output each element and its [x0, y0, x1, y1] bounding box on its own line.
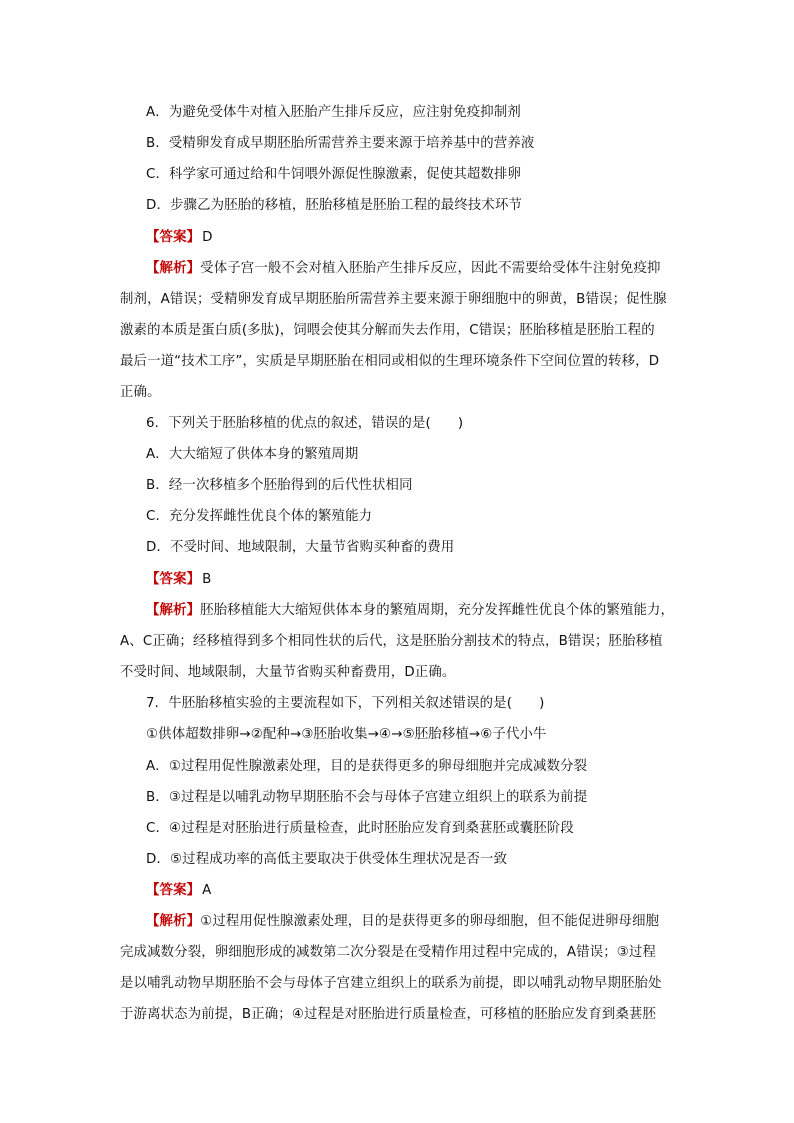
answer-label: 【答案】 — [146, 572, 201, 587]
q7-option-b: B．③过程是以哺乳动物早期胚胎不会与母体子宫建立组织上的联系为前提 — [146, 790, 588, 805]
q6-option-d: D．不受时间、地域限制，大量节省购买种畜的费用 — [146, 540, 455, 555]
q7-analysis-line-1 — [146, 913, 659, 931]
q5-analysis-line-3: 激素的本质是蛋白质(多肽)，饲喂会使其分解而失去作用，C错误；胚胎移植是胚胎工程的 — [120, 323, 655, 338]
q7-analysis-line-2: 完成减数分裂，卵细胞形成的减数第二次分裂是在受精作用过程中完成的，A错误；③过程 — [120, 945, 657, 960]
q7-answer — [146, 882, 211, 900]
q7-option-c: C．④过程是对胚胎进行质量检查，此时胚胎应发育到桑葚胚或囊胚阶段 — [146, 821, 574, 836]
q6-option-c: C．充分发挥雌性优良个体的繁殖能力 — [146, 509, 373, 524]
answer-value: D — [202, 230, 213, 245]
q5-option-c: C．科学家可通过给和牛饲喂外源促性腺激素，促使其超数排卵 — [146, 167, 522, 182]
q6-option-a: A．大大缩短了供体本身的繁殖周期 — [146, 447, 359, 462]
q7-option-d: D．⑤过程成功率的高低主要取决于供受体生理状况是否一致 — [146, 852, 508, 867]
q5-option-a: A．为避免受体牛对植入胚胎产生排斥反应，应注射免疫抑制剂 — [146, 105, 521, 120]
q5-analysis-line-2: 制剂，A错误；受精卵发育成早期胚胎所需营养主要来源于卵细胞中的卵黄，B错误；促性腺 — [120, 292, 667, 307]
q7-stem: 7．牛胚胎移植实验的主要流程如下，下列相关叙述错误的是( ) — [146, 696, 545, 711]
q7-flow: ①供体超数排卵→②配种→③胚胎收集→④→⑤胚胎移植→⑥子代小牛 — [146, 727, 547, 742]
answer-value: A — [202, 883, 212, 898]
q6-analysis-line-3: 不受时间、地域限制，大量节省购买种畜费用，D正确。 — [120, 665, 456, 680]
analysis-label: 【解析】 — [146, 261, 201, 276]
q6-analysis-line-2: A、C正确；经移植得到多个相同性状的后代，这是胚胎分割技术的特点，B错误；胚胎移植 — [120, 634, 663, 649]
q7-analysis-line-4: 于游离状态为前提，B正确；④过程是对胚胎进行质量检查，可移植的胚胎应发育到桑葚胚 — [120, 1007, 657, 1022]
q5-answer — [146, 229, 213, 247]
analysis-text: 胚胎移植能大大缩短供体本身的繁殖周期，充分发挥雌性优良个体的繁殖能力， — [200, 603, 675, 618]
q5-option-b: B．受精卵发育成早期胚胎所需营养主要来源于培养基中的营养液 — [146, 136, 535, 151]
analysis-text: 受体子宫一般不会对植入胚胎产生排斥反应，因此不需要给受体牛注射免疫抑 — [200, 261, 661, 276]
q7-option-a: A．①过程用促性腺激素处理，目的是获得更多的卵母细胞并完成减数分裂 — [146, 759, 588, 774]
answer-label: 【答案】 — [146, 230, 201, 245]
analysis-text: ①过程用促性腺激素处理，目的是获得更多的卵母细胞，但不能促进卵母细胞 — [200, 914, 660, 929]
q6-stem: 6．下列关于胚胎移植的优点的叙述，错误的是( ) — [146, 416, 464, 431]
answer-label: 【答案】 — [146, 883, 201, 898]
q5-analysis-line-1 — [146, 260, 661, 278]
q5-option-d: D．步骤乙为胚胎的移植，胚胎移植是胚胎工程的最终技术环节 — [146, 198, 523, 213]
answer-value: B — [202, 572, 212, 587]
q6-answer — [146, 571, 212, 589]
q6-option-b: B．经一次移植多个胚胎得到的后代性状相同 — [146, 478, 413, 493]
q7-analysis-line-3: 是以哺乳动物早期胚胎不会与母体子宫建立组织上的联系为前提，即以哺乳动物早期胚胎处 — [120, 976, 662, 991]
analysis-label: 【解析】 — [146, 603, 201, 618]
q5-analysis-line-4: 最后一道“技术工序”，实质是早期胚胎在相同或相似的生理环境条件下空间位置的转移，D — [120, 354, 660, 369]
q6-analysis-line-1 — [146, 602, 674, 620]
analysis-label: 【解析】 — [146, 914, 201, 929]
q5-analysis-line-5: 正确。 — [120, 385, 161, 400]
